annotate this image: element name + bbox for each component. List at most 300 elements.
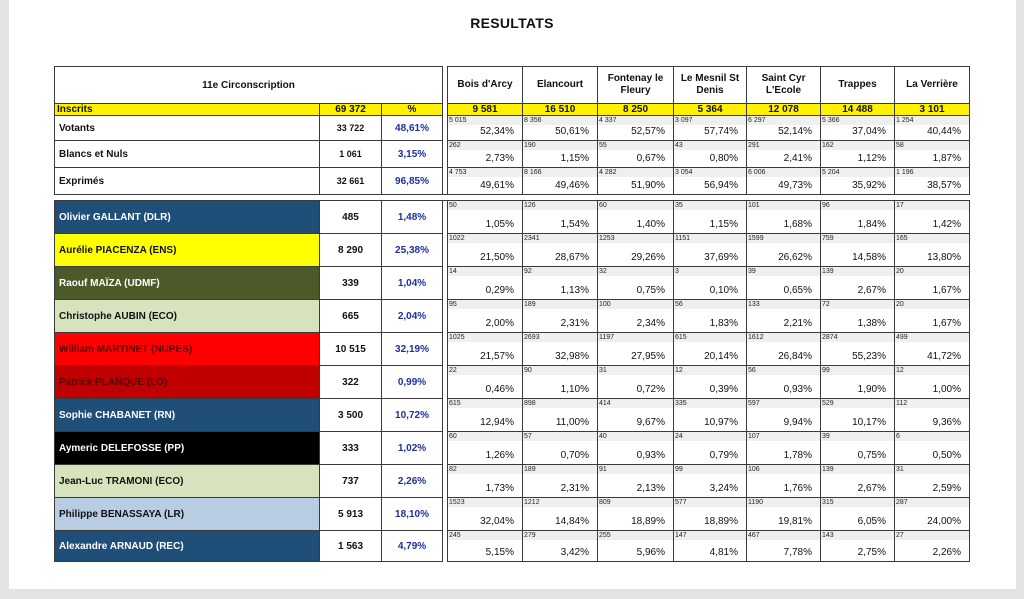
commune-percent: 50,61% xyxy=(555,126,590,137)
commune-count: 291 xyxy=(748,142,760,149)
commune-percent: 1,84% xyxy=(857,219,887,230)
candidate-name: Philippe BENASSAYA (LR) xyxy=(55,498,320,531)
commune-percent: 26,84% xyxy=(778,351,813,362)
candidate-row xyxy=(55,399,970,432)
count-strip xyxy=(598,465,673,474)
commune-percent: 0,79% xyxy=(709,450,739,461)
candidate-percent: 0,99% xyxy=(382,366,443,399)
commune-percent: 0,29% xyxy=(485,285,515,296)
commune-count: 139 xyxy=(822,268,834,275)
commune-cell xyxy=(523,531,598,562)
commune-count: 40 xyxy=(599,433,607,440)
commune-percent: 2,67% xyxy=(857,285,887,296)
commune-count: 5 204 xyxy=(822,169,840,176)
commune-percent: 4,81% xyxy=(709,547,739,558)
commune-cell xyxy=(598,399,674,432)
candidate-row xyxy=(55,267,970,300)
commune-cell xyxy=(598,531,674,562)
commune-count: 106 xyxy=(748,466,760,473)
commune-percent: 1,13% xyxy=(560,285,590,296)
commune-count: 32 xyxy=(599,268,607,275)
commune-cell xyxy=(523,366,598,399)
commune-count: 189 xyxy=(524,466,536,473)
percent-header: % xyxy=(382,104,443,116)
commune-count: 90 xyxy=(524,367,532,374)
commune-count: 1151 xyxy=(675,235,691,242)
stat-label: Votants xyxy=(55,116,320,141)
commune-cell xyxy=(674,399,747,432)
candidate-name: Olivier GALLANT (DLR) xyxy=(55,201,320,234)
commune-cell xyxy=(674,234,747,267)
commune-percent: 55,23% xyxy=(852,351,887,362)
commune-cell xyxy=(821,116,895,141)
commune-percent: 26,62% xyxy=(778,252,813,263)
commune-cell xyxy=(598,465,674,498)
commune-count: 162 xyxy=(822,142,834,149)
commune-percent: 2,59% xyxy=(932,483,962,494)
commune-percent: 6,05% xyxy=(857,516,887,527)
commune-cell xyxy=(821,432,895,465)
commune-count: 20 xyxy=(896,301,904,308)
commune-cell xyxy=(598,498,674,531)
commune-count: 279 xyxy=(524,532,536,539)
commune-percent: 1,68% xyxy=(783,219,813,230)
count-strip xyxy=(674,267,746,276)
commune-percent: 57,74% xyxy=(704,126,739,137)
commune-cell xyxy=(674,333,747,366)
commune-count: 1523 xyxy=(449,499,465,506)
candidate-percent: 4,79% xyxy=(382,531,443,562)
commune-cell xyxy=(674,432,747,465)
commune-cell xyxy=(674,366,747,399)
commune-count: 101 xyxy=(748,202,760,209)
commune-percent: 2,41% xyxy=(783,153,813,164)
commune-percent: 1,90% xyxy=(857,384,887,395)
commune-cell xyxy=(674,267,747,300)
candidate-percent: 10,72% xyxy=(382,399,443,432)
commune-percent: 1,87% xyxy=(932,153,962,164)
commune-cell xyxy=(448,116,523,141)
commune-percent: 1,42% xyxy=(932,219,962,230)
commune-percent: 2,26% xyxy=(932,547,962,558)
commune-count: 335 xyxy=(675,400,687,407)
commune-percent: 37,69% xyxy=(704,252,739,263)
commune-percent: 1,67% xyxy=(932,318,962,329)
commune-count: 147 xyxy=(675,532,687,539)
commune-cell xyxy=(821,234,895,267)
commune-count: 3 xyxy=(675,268,679,275)
candidate-row xyxy=(55,234,970,267)
commune-percent: 0,65% xyxy=(783,285,813,296)
commune-percent: 1,78% xyxy=(783,450,813,461)
commune-count: 2341 xyxy=(524,235,540,242)
commune-count: 5 366 xyxy=(822,117,840,124)
commune-count: 467 xyxy=(748,532,760,539)
inscrits-label: Inscrits xyxy=(55,104,320,116)
commune-cell xyxy=(598,234,674,267)
commune-cell xyxy=(598,300,674,333)
commune-cell xyxy=(821,531,895,562)
candidate-total: 339 xyxy=(320,267,382,300)
commune-cell xyxy=(523,141,598,168)
commune-percent: 14,84% xyxy=(555,516,590,527)
count-strip xyxy=(821,300,894,309)
commune-cell xyxy=(523,432,598,465)
count-strip xyxy=(523,267,597,276)
commune-percent: 2,75% xyxy=(857,547,887,558)
commune-percent: 9,94% xyxy=(783,417,813,428)
commune-cell xyxy=(448,399,523,432)
candidate-total: 1 563 xyxy=(320,531,382,562)
commune-count: 39 xyxy=(822,433,830,440)
candidate-row xyxy=(55,432,970,465)
count-strip xyxy=(448,465,522,474)
commune-cell xyxy=(674,201,747,234)
candidate-name: Aymeric DELEFOSSE (PP) xyxy=(55,432,320,465)
commune-count: 759 xyxy=(822,235,834,242)
commune-cell xyxy=(821,498,895,531)
commune-count: 22 xyxy=(449,367,457,374)
count-strip xyxy=(821,432,894,441)
candidate-name: William MARTINET (NUPES) xyxy=(55,333,320,366)
count-strip xyxy=(674,465,746,474)
commune-count: 58 xyxy=(896,142,904,149)
commune-count: 1197 xyxy=(599,334,615,341)
commune-percent: 2,34% xyxy=(636,318,666,329)
commune-percent: 32,04% xyxy=(480,516,515,527)
commune-cell xyxy=(895,498,970,531)
commune-percent: 1,12% xyxy=(857,153,887,164)
inscrits-commune: 14 488 xyxy=(821,104,895,116)
commune-cell xyxy=(598,141,674,168)
commune-count: 3 097 xyxy=(675,117,693,124)
commune-count: 35 xyxy=(675,202,683,209)
count-strip xyxy=(448,366,522,375)
commune-cell xyxy=(448,168,523,195)
commune-cell xyxy=(674,141,747,168)
count-strip xyxy=(674,366,746,375)
commune-cell xyxy=(523,465,598,498)
count-strip xyxy=(674,201,746,210)
commune-count: 56 xyxy=(675,301,683,308)
commune-cell xyxy=(674,465,747,498)
commune-percent: 20,14% xyxy=(704,351,739,362)
candidate-total: 322 xyxy=(320,366,382,399)
commune-percent: 38,57% xyxy=(927,180,962,191)
photo-edge-left xyxy=(0,0,9,599)
commune-percent: 0,10% xyxy=(709,285,739,296)
commune-percent: 2,73% xyxy=(485,153,515,164)
commune-percent: 1,67% xyxy=(932,285,962,296)
candidate-row xyxy=(55,201,970,234)
commune-count: 92 xyxy=(524,268,532,275)
candidate-total: 3 500 xyxy=(320,399,382,432)
stat-percent: 96,85% xyxy=(382,168,443,195)
commune-cell xyxy=(895,234,970,267)
count-strip xyxy=(598,141,673,150)
commune-cell xyxy=(895,366,970,399)
commune-count: 4 337 xyxy=(599,117,617,124)
commune-count: 529 xyxy=(822,400,834,407)
results-table-container xyxy=(54,66,969,562)
commune-percent: 1,73% xyxy=(485,483,515,494)
commune-cell xyxy=(895,399,970,432)
commune-percent: 1,83% xyxy=(709,318,739,329)
commune-cell xyxy=(448,366,523,399)
commune-count: 112 xyxy=(896,400,908,407)
commune-cell xyxy=(747,141,821,168)
commune-percent: 19,81% xyxy=(778,516,813,527)
commune-cell xyxy=(448,201,523,234)
commune-percent: 24,00% xyxy=(927,516,962,527)
commune-count: 615 xyxy=(675,334,687,341)
photo-edge-right xyxy=(1016,0,1024,599)
commune-count: 20 xyxy=(896,268,904,275)
candidate-total: 10 515 xyxy=(320,333,382,366)
count-strip xyxy=(895,366,969,375)
candidate-name: Sophie CHABANET (RN) xyxy=(55,399,320,432)
candidate-name: Patrick PLANQUE (LO) xyxy=(55,366,320,399)
candidate-row xyxy=(55,465,970,498)
count-strip xyxy=(895,141,969,150)
inscrits-commune: 16 510 xyxy=(523,104,598,116)
commune-count: 1022 xyxy=(449,235,465,242)
commune-count: 6 297 xyxy=(748,117,766,124)
commune-cell xyxy=(895,267,970,300)
commune-percent: 0,50% xyxy=(932,450,962,461)
commune-cell xyxy=(674,168,747,195)
commune-percent: 21,50% xyxy=(480,252,515,263)
commune-cell xyxy=(448,141,523,168)
commune-cell xyxy=(895,116,970,141)
commune-count: 50 xyxy=(449,202,457,209)
commune-cell xyxy=(523,168,598,195)
count-strip xyxy=(895,432,969,441)
commune-cell xyxy=(523,234,598,267)
stat-percent: 48,61% xyxy=(382,116,443,141)
circonscription-header: 11e Circonscription xyxy=(55,67,443,104)
commune-cell xyxy=(747,432,821,465)
commune-cell xyxy=(523,399,598,432)
commune-percent: 0,46% xyxy=(485,384,515,395)
commune-count: 577 xyxy=(675,499,687,506)
candidate-name: Aurélie PIACENZA (ENS) xyxy=(55,234,320,267)
commune-count: 1 196 xyxy=(896,169,914,176)
commune-cell xyxy=(674,116,747,141)
commune-cell xyxy=(674,498,747,531)
count-strip xyxy=(448,432,522,441)
commune-percent: 0,93% xyxy=(636,450,666,461)
count-strip xyxy=(598,201,673,210)
commune-cell xyxy=(747,531,821,562)
inscrits-commune: 9 581 xyxy=(448,104,523,116)
commune-header: Trappes xyxy=(821,67,895,104)
commune-percent: 0,39% xyxy=(709,384,739,395)
commune-count: 809 xyxy=(599,499,611,506)
commune-cell xyxy=(895,465,970,498)
commune-count: 12 xyxy=(896,367,904,374)
candidate-total: 8 290 xyxy=(320,234,382,267)
commune-count: 4 282 xyxy=(599,169,617,176)
commune-cell xyxy=(895,300,970,333)
stat-label: Exprimés xyxy=(55,168,320,195)
commune-cell xyxy=(747,234,821,267)
stat-total: 32 661 xyxy=(320,168,382,195)
commune-percent: 0,75% xyxy=(636,285,666,296)
commune-cell xyxy=(895,168,970,195)
candidate-row xyxy=(55,531,970,562)
commune-cell xyxy=(448,234,523,267)
candidate-row xyxy=(55,333,970,366)
commune-cell xyxy=(821,300,895,333)
commune-percent: 40,44% xyxy=(927,126,962,137)
count-strip xyxy=(821,366,894,375)
commune-cell xyxy=(598,168,674,195)
commune-percent: 1,76% xyxy=(783,483,813,494)
stat-row xyxy=(55,168,970,195)
commune-percent: 56,94% xyxy=(704,180,739,191)
commune-cell xyxy=(895,141,970,168)
commune-count: 3 054 xyxy=(675,169,693,176)
commune-count: 82 xyxy=(449,466,457,473)
commune-count: 143 xyxy=(822,532,834,539)
commune-cell xyxy=(598,267,674,300)
stat-row xyxy=(55,141,970,168)
commune-count: 8 166 xyxy=(524,169,542,176)
count-strip xyxy=(895,201,969,210)
candidate-percent: 1,04% xyxy=(382,267,443,300)
candidate-name: Jean-Luc TRAMONI (ECO) xyxy=(55,465,320,498)
commune-percent: 0,70% xyxy=(560,450,590,461)
commune-count: 499 xyxy=(896,334,908,341)
commune-count: 1 254 xyxy=(896,117,914,124)
commune-cell xyxy=(821,465,895,498)
commune-percent: 0,67% xyxy=(636,153,666,164)
stat-row xyxy=(55,116,970,141)
commune-percent: 9,67% xyxy=(636,417,666,428)
commune-percent: 1,05% xyxy=(485,219,515,230)
commune-count: 96 xyxy=(822,202,830,209)
commune-header: Le Mesnil St Denis xyxy=(674,67,747,104)
commune-count: 95 xyxy=(449,301,457,308)
commune-percent: 1,54% xyxy=(560,219,590,230)
stat-total: 1 061 xyxy=(320,141,382,168)
commune-cell xyxy=(448,432,523,465)
commune-count: 1025 xyxy=(449,334,465,341)
commune-percent: 3,24% xyxy=(709,483,739,494)
commune-count: 1190 xyxy=(748,499,764,506)
commune-percent: 10,17% xyxy=(852,417,887,428)
commune-count: 91 xyxy=(599,466,607,473)
inscrits-row xyxy=(55,104,970,116)
commune-percent: 1,15% xyxy=(709,219,739,230)
commune-cell xyxy=(448,333,523,366)
commune-header: La Verrière xyxy=(895,67,970,104)
commune-percent: 2,67% xyxy=(857,483,887,494)
commune-count: 1612 xyxy=(748,334,764,341)
commune-percent: 51,90% xyxy=(631,180,666,191)
header-row xyxy=(55,67,970,104)
commune-count: 245 xyxy=(449,532,461,539)
count-strip xyxy=(895,267,969,276)
commune-count: 31 xyxy=(599,367,607,374)
commune-count: 315 xyxy=(822,499,834,506)
commune-cell xyxy=(448,267,523,300)
candidate-percent: 25,38% xyxy=(382,234,443,267)
count-strip xyxy=(598,366,673,375)
commune-count: 1253 xyxy=(599,235,615,242)
commune-percent: 52,14% xyxy=(778,126,813,137)
inscrits-commune: 3 101 xyxy=(895,104,970,116)
commune-cell xyxy=(747,366,821,399)
commune-count: 6 006 xyxy=(748,169,766,176)
commune-percent: 3,42% xyxy=(560,547,590,558)
commune-percent: 13,80% xyxy=(927,252,962,263)
inscrits-commune: 12 078 xyxy=(747,104,821,116)
commune-count: 414 xyxy=(599,400,611,407)
commune-count: 6 xyxy=(896,433,900,440)
candidate-percent: 32,19% xyxy=(382,333,443,366)
commune-cell xyxy=(747,300,821,333)
commune-percent: 2,13% xyxy=(636,483,666,494)
commune-count: 287 xyxy=(896,499,908,506)
commune-cell xyxy=(821,333,895,366)
commune-percent: 2,00% xyxy=(485,318,515,329)
count-strip xyxy=(674,300,746,309)
commune-cell xyxy=(821,366,895,399)
commune-count: 99 xyxy=(675,466,683,473)
commune-count: 1599 xyxy=(748,235,764,242)
commune-percent: 2,21% xyxy=(783,318,813,329)
inscrits-commune: 8 250 xyxy=(598,104,674,116)
commune-cell xyxy=(598,333,674,366)
commune-percent: 14,58% xyxy=(852,252,887,263)
commune-count: 2693 xyxy=(524,334,540,341)
commune-cell xyxy=(747,116,821,141)
commune-count: 2874 xyxy=(822,334,838,341)
commune-percent: 27,95% xyxy=(631,351,666,362)
commune-count: 139 xyxy=(822,466,834,473)
commune-count: 100 xyxy=(599,301,611,308)
commune-cell xyxy=(821,168,895,195)
commune-cell xyxy=(598,366,674,399)
commune-percent: 9,36% xyxy=(932,417,962,428)
commune-percent: 29,26% xyxy=(631,252,666,263)
inscrits-total: 69 372 xyxy=(320,104,382,116)
commune-percent: 0,72% xyxy=(636,384,666,395)
commune-percent: 12,94% xyxy=(480,417,515,428)
commune-percent: 0,93% xyxy=(783,384,813,395)
page-title: RESULTATS xyxy=(470,15,554,31)
commune-header: Saint Cyr L'Ecole xyxy=(747,67,821,104)
commune-cell xyxy=(674,300,747,333)
commune-percent: 49,73% xyxy=(778,180,813,191)
commune-percent: 52,57% xyxy=(631,126,666,137)
commune-cell xyxy=(747,267,821,300)
count-strip xyxy=(821,201,894,210)
commune-count: 262 xyxy=(449,142,461,149)
commune-cell xyxy=(747,399,821,432)
inscrits-commune: 5 364 xyxy=(674,104,747,116)
commune-percent: 18,89% xyxy=(704,516,739,527)
commune-count: 43 xyxy=(675,142,683,149)
commune-cell xyxy=(895,432,970,465)
commune-cell xyxy=(821,141,895,168)
photo-edge-bottom xyxy=(0,589,1024,599)
commune-count: 31 xyxy=(896,466,904,473)
candidate-percent: 1,48% xyxy=(382,201,443,234)
candidate-percent: 2,26% xyxy=(382,465,443,498)
